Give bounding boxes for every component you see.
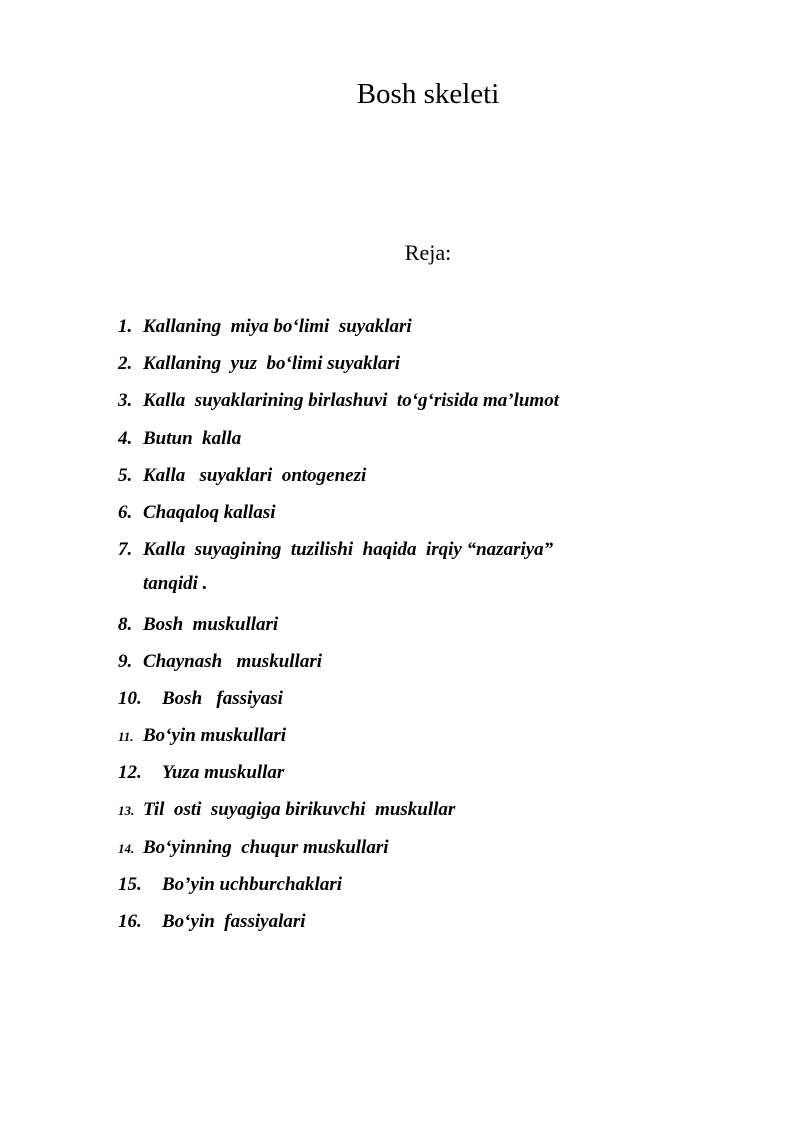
list-item (118, 868, 758, 905)
item-number: 2. (118, 353, 133, 375)
list-item (118, 831, 758, 868)
item-number: 12. (118, 762, 142, 784)
item-text: Kalla suyaklarining birlashuvi to‘g‘risida ma’lumot (143, 390, 559, 412)
item-number: 14. (118, 840, 135, 856)
list-item (118, 645, 758, 682)
item-number: 11. (118, 729, 134, 745)
list-item (118, 422, 758, 459)
list-item (118, 756, 758, 793)
plan-heading: Reja: (404, 240, 452, 265)
item-number: 1. (118, 316, 133, 337)
item-number: 4. (118, 427, 133, 449)
item-text: Kallaning yuz bo‘limi suyaklari (143, 353, 401, 375)
item-text: Bo‘yin fassiyalari (162, 911, 306, 933)
list-item (118, 793, 758, 830)
item-text: Kallaning miya bo‘limi suyaklari (143, 316, 412, 337)
item-text-continuation: tanqidi . (143, 573, 208, 595)
item-number: 13. (118, 803, 135, 819)
item-number: 6. (118, 501, 133, 523)
item-text: Butun kalla (143, 427, 242, 449)
item-number: 8. (118, 613, 133, 635)
item-text: Yuza muskullar (162, 762, 285, 784)
item-text: Til osti suyagiga birikuvchi muskullar (143, 799, 456, 821)
item-text: Kalla suyaklari ontogenezi (143, 464, 367, 486)
item-text: Bo‘yin muskullari (143, 725, 287, 747)
item-text: Bo’yin uchburchaklari (162, 873, 343, 895)
page-title: Bosh skeleti (356, 78, 500, 110)
item-text: Bo‘yinning chuqur muskullari (143, 836, 389, 858)
item-number: 16. (118, 911, 142, 933)
item-number: 7. (118, 539, 133, 561)
item-text: Kalla suyagining tuzilishi haqida irqiy “nazariya” (143, 539, 554, 561)
item-number: 9. (118, 650, 133, 672)
item-number: 15. (118, 873, 142, 895)
item-text: Chaynash muskullari (143, 650, 322, 672)
list-item (118, 384, 758, 421)
list-item (118, 608, 758, 645)
item-text: Bosh muskullari (143, 613, 279, 635)
list-item (118, 719, 758, 756)
item-number: 5. (118, 464, 133, 486)
item-number: 3. (118, 390, 133, 412)
list-item (118, 533, 758, 607)
list-item (118, 347, 758, 384)
item-number: 10. (118, 687, 142, 709)
list-item (118, 496, 758, 533)
list-item (118, 310, 758, 347)
list-item (118, 459, 758, 496)
item-text: Chaqaloq kallasi (143, 501, 276, 523)
list-item (118, 682, 758, 719)
item-text: Bosh fassiyasi (162, 687, 283, 709)
list-item (118, 905, 758, 942)
plan-list (118, 310, 758, 942)
